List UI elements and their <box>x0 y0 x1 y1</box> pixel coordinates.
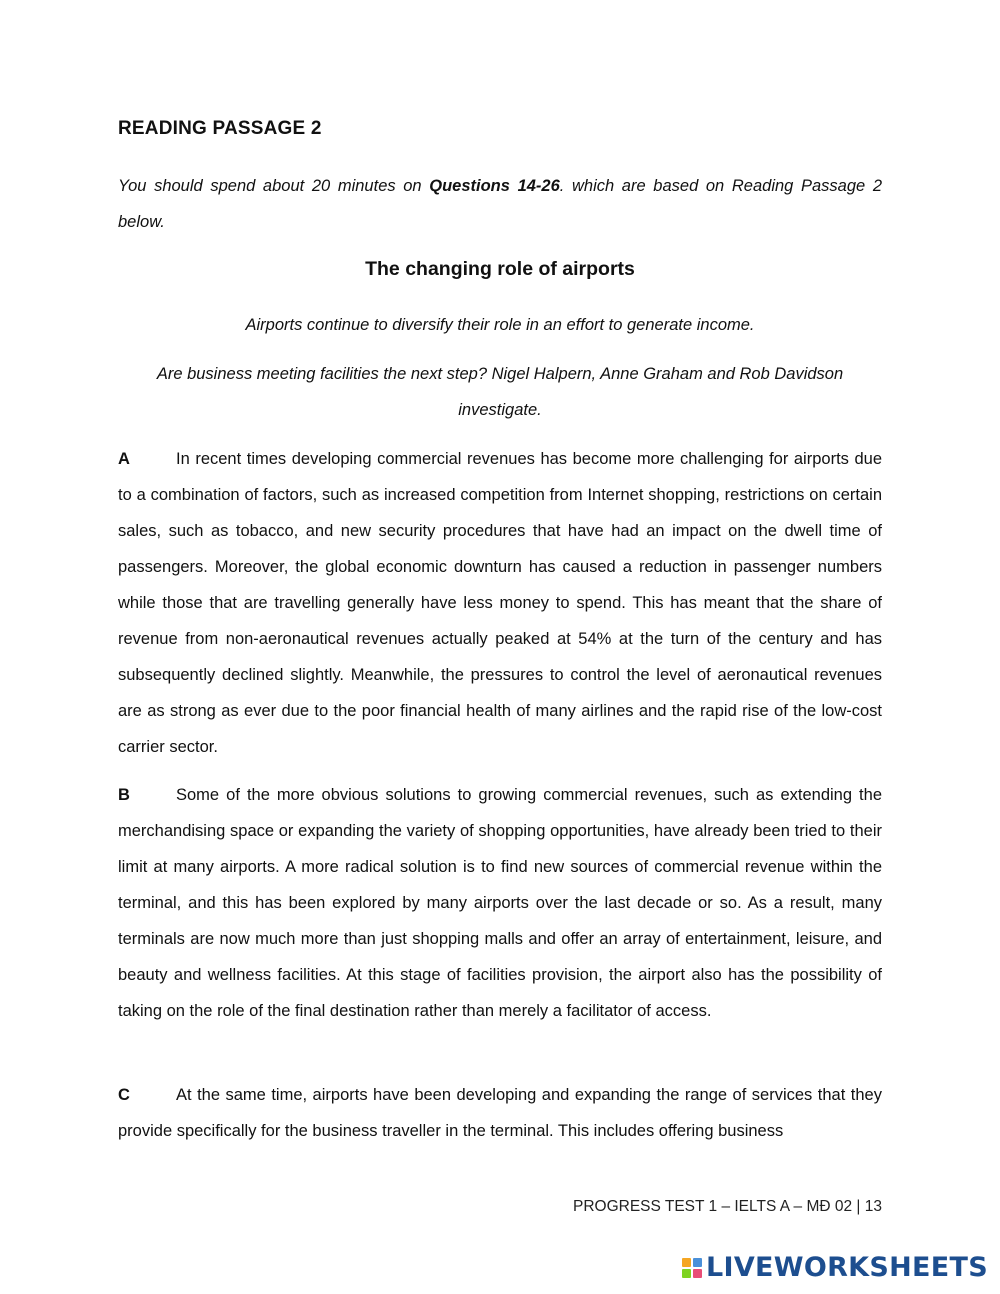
instructions-questions: Questions 14-26 <box>429 177 560 195</box>
paragraph-text: At the same time, airports have been developing and expanding the range of services that they provide specifically for the business traveller in the terminal. This includes offering business <box>118 1086 882 1140</box>
paragraph-text: Some of the more obvious solutions to growing commercial revenues, such as extending the merchandising space or expanding the variety of shopping opportunities, have already been tried to their limit at many airports. A more radical solution is to find new sources of commercial revenue within the terminal, and this has been explored by many airports over the last decade or so. As a result, many terminals are now much more than just shopping malls and offer an array of entertainment, leisure, and beauty and wellness facilities. At this stage of facilities provision, the airport also has the possibility of taking on the role of the final destination rather than merely a facilitator of access. <box>118 786 882 1020</box>
page-footer: PROGRESS TEST 1 – IELTS A – MĐ 02 | 13 <box>573 1198 882 1215</box>
article-title: The changing role of airports <box>365 258 635 280</box>
article-subtitle-2: Are business meeting facilities the next step? Nigel Halpern, Anne Graham and Rob Davidson investigate. <box>156 365 844 419</box>
article-subtitle-1: Airports continue to diversify their role in an effort to generate income. <box>245 316 755 334</box>
paragraph-text: In recent times developing commercial revenues has become more challenging for airports due to a combination of factors, such as increased competition from Internet shopping, restrictions on certain sales, such as tobacco, and new security procedures that have had an impact on the dwell time of passengers. Moreover, the global economic downturn has caused a reduction in passenger numbers while those that are travelling generally have less money to spend. This has meant that the share of revenue from non-aeronautical revenues actually peaked at 54% at the turn of the century and has subsequently declined slightly. Meanwhile, the pressures to control the level of aeronautical revenues are as strong as ever due to the poor financial health of many airlines and the rapid rise of the low-cost carrier sector. <box>118 450 882 756</box>
instructions-before: You should spend about 20 minutes on <box>118 177 430 195</box>
logo-square-4 <box>693 1269 702 1278</box>
paragraph-letter: B <box>118 786 130 804</box>
paragraph-a <box>118 441 882 765</box>
liveworksheets-logo-text: LIVEWORKSHEETS <box>705 1252 988 1283</box>
logo-square-1 <box>682 1258 691 1267</box>
logo-square-2 <box>693 1258 702 1267</box>
paragraph-b <box>118 777 882 1029</box>
paragraph-c <box>118 1077 882 1149</box>
passage-heading: READING PASSAGE 2 <box>118 118 322 139</box>
instructions-after: . which are based on Reading Passage 2 below. <box>118 177 882 231</box>
instructions <box>118 168 882 240</box>
liveworksheets-logo[interactable] <box>682 1252 988 1283</box>
liveworksheets-logo-icon <box>682 1258 702 1278</box>
paragraph-letter: C <box>118 1086 130 1104</box>
logo-square-3 <box>682 1269 691 1278</box>
paragraph-letter: A <box>118 450 130 468</box>
